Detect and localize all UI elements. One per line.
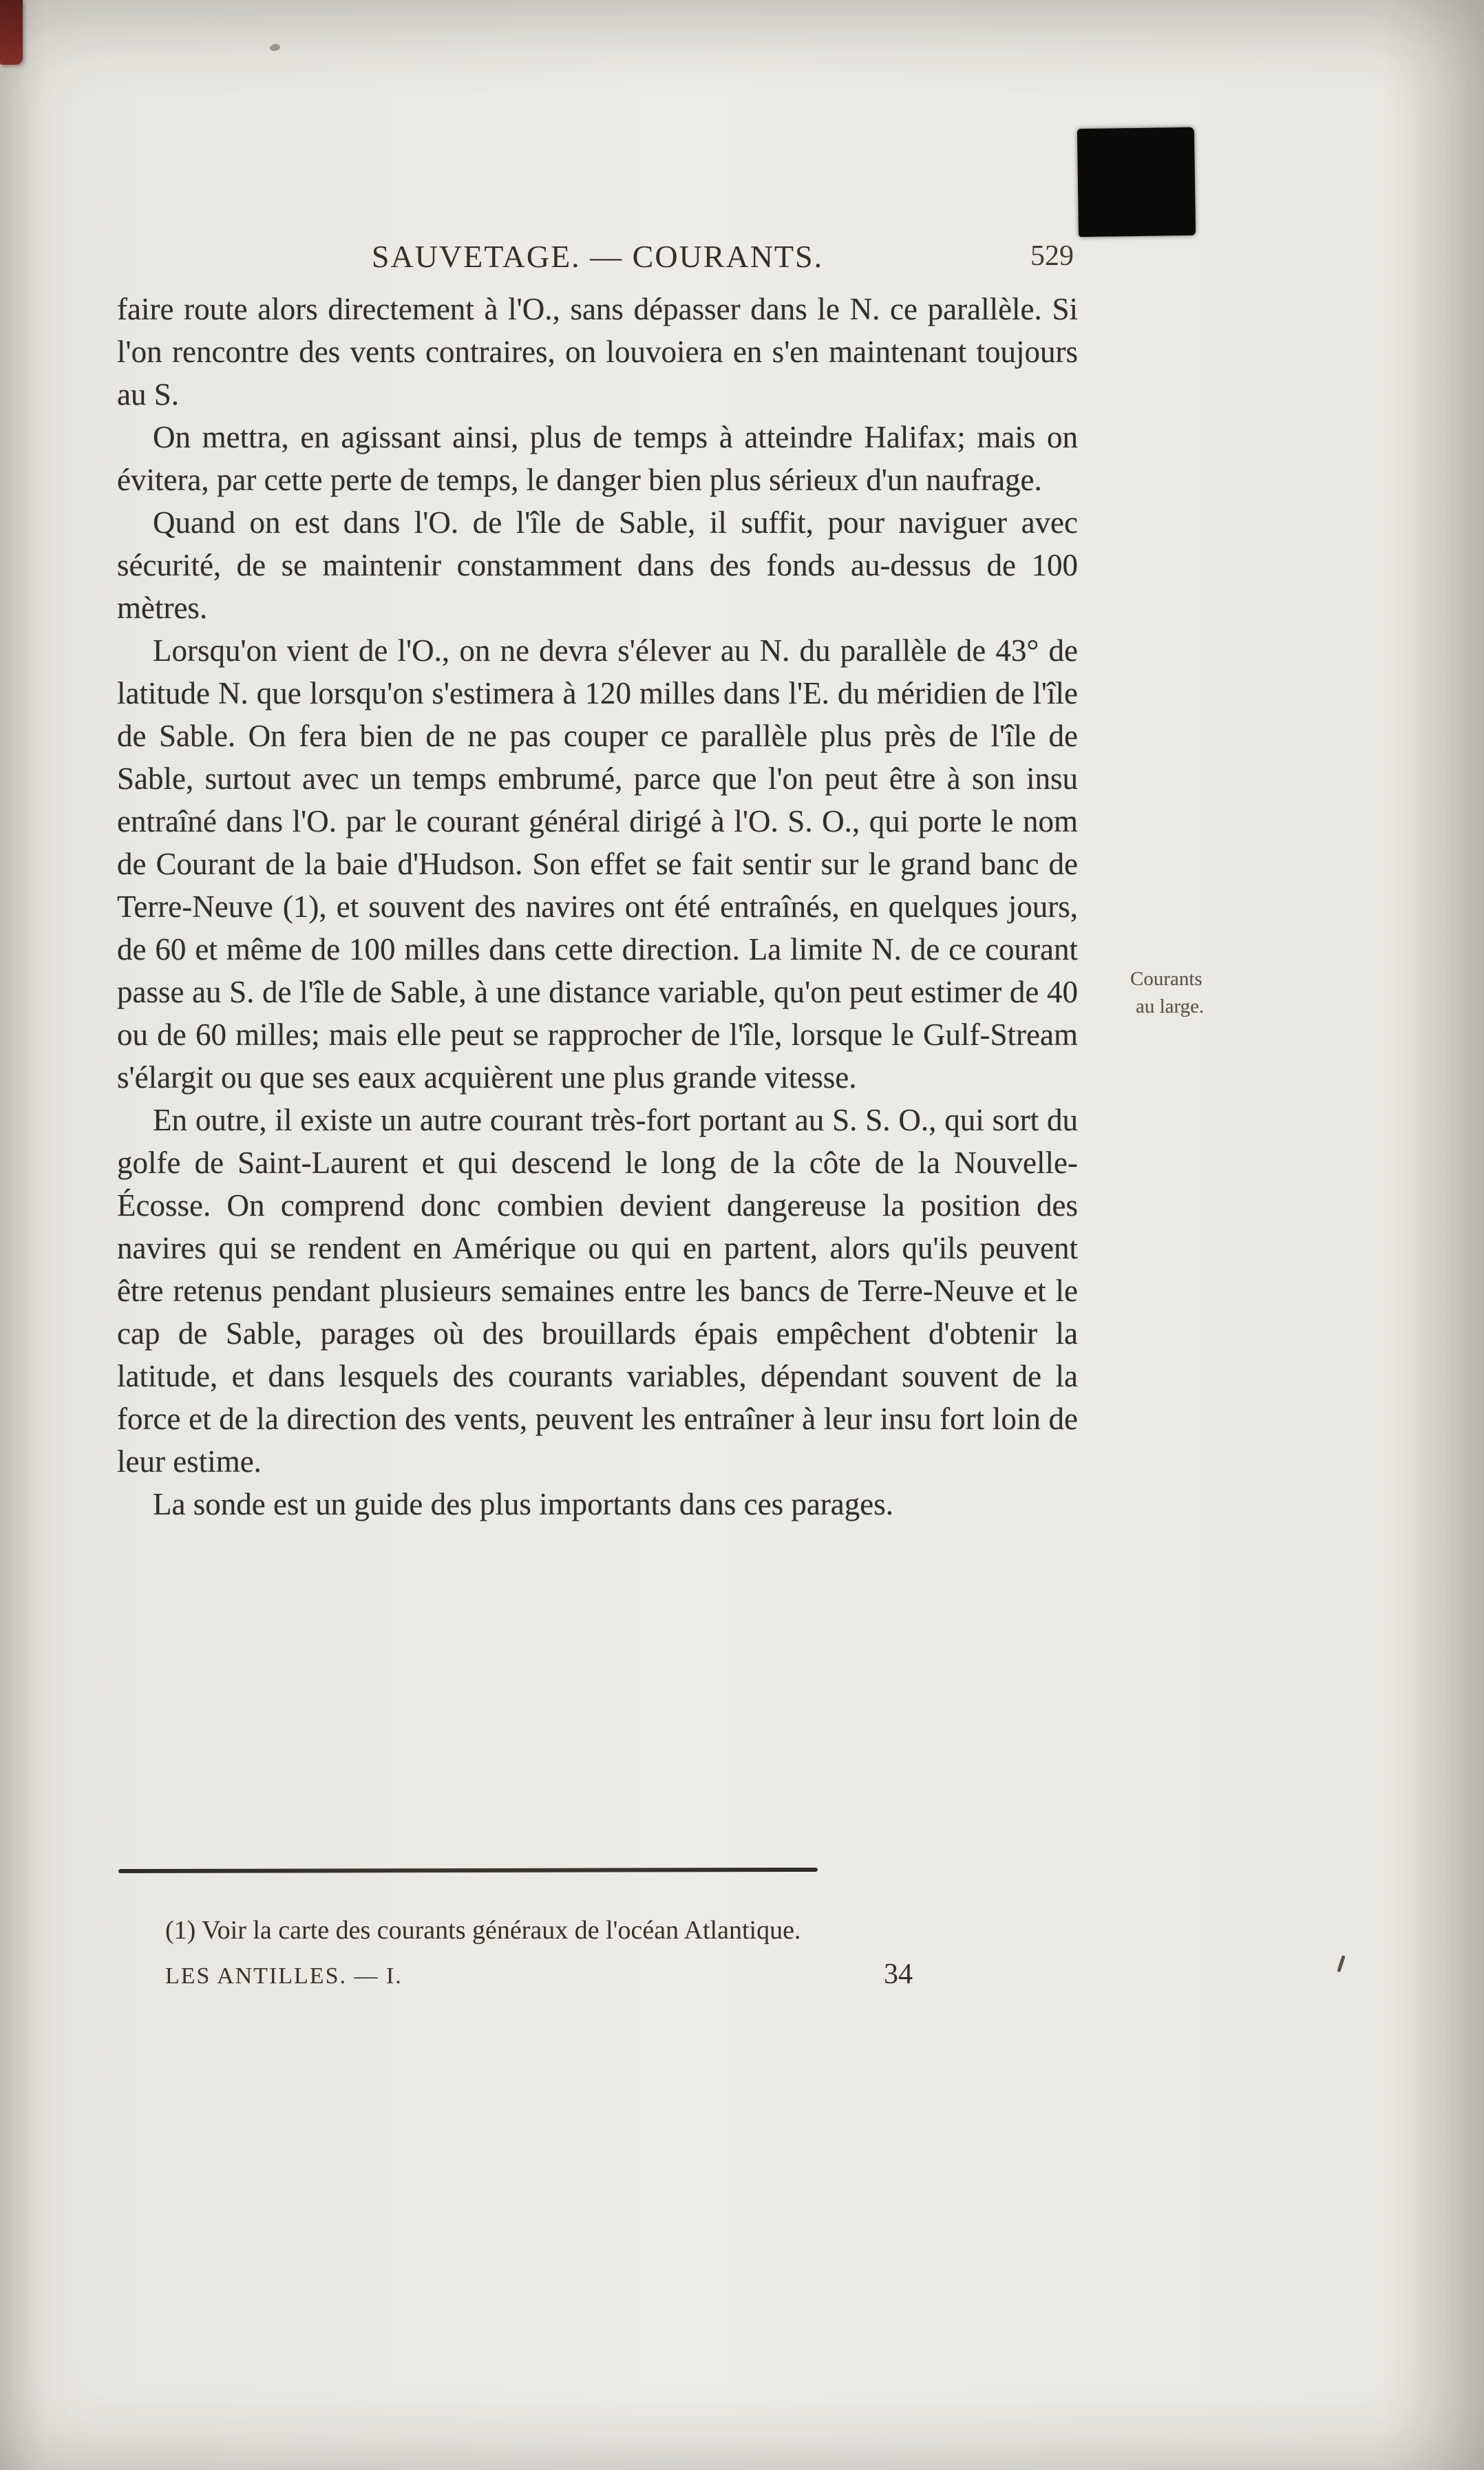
tick-mark-artifact bbox=[1337, 1955, 1345, 1972]
footnote-separator-rule bbox=[118, 1868, 818, 1873]
paragraph: On mettra, en agissant ainsi, plus de temps à atteindre Halifax; mais on évitera, par cette perte de temps, le danger bien plus sérieux d'un naufrage. bbox=[117, 420, 1078, 497]
running-header-title: SAUVETAGE. — COURANTS. bbox=[371, 239, 824, 274]
red-binding-mark-artifact bbox=[0, 0, 23, 65]
paragraph: faire route alors directement à l'O., sans dépasser dans le N. ce parallèle. Si l'on rencontre des vents contraires, on louvoiera en s'en maintenant toujours au S. bbox=[117, 292, 1078, 412]
black-ink-blot-artifact bbox=[1077, 127, 1196, 237]
page-number: 529 bbox=[1030, 240, 1074, 272]
paragraph: Lorsqu'on vient de l'O., on ne devra s'élever au N. du parallèle de 43° de latitude N. que lorsqu'on s'estimera à 120 milles dans l'E. du méridien de l'île de Sable. On fera bien de ne pas couper ce parallèle plus près de l'île de Sable, surtout avec un temps embrumé, parce que l'on peut être à son insu entraîné dans l'O. par le courant général dirigé à l'O. S. O., qui porte le nom de Courant de la baie d'Hudson. Son effet se fait sentir sur le grand banc de Terre-Neuve (1), et souvent des navires ont été entraînés, en quelques jours, de 60 et même de 100 milles dans cette direction. La limite N. de ce courant passe au S. de l'île de Sable, à une distance variable, qu'on peut estimer de 40 ou de 60 milles; mais elle peut se rapprocher de l'île, lorsque le Gulf-Stream s'élargit ou que ses eaux acquièrent une plus grande vitesse. bbox=[117, 633, 1078, 1095]
footer-series-title: LES ANTILLES. — I. bbox=[165, 1963, 403, 1989]
paragraph: La sonde est un guide des plus importants dans ces parages. bbox=[153, 1487, 894, 1521]
paragraph: Quand on est dans l'O. de l'île de Sable, il suffit, pour naviguer avec sécurité, de se maintenir constamment dans des fonds au-dessus de 100 mètres. bbox=[117, 505, 1078, 625]
body-text-column bbox=[117, 288, 1078, 1526]
paper-speck-artifact bbox=[269, 43, 281, 52]
margin-note bbox=[1130, 965, 1289, 1020]
margin-note-line: au large. bbox=[1136, 995, 1205, 1017]
margin-note-line: Courants bbox=[1130, 968, 1202, 990]
footnote: (1) Voir la carte des courants généraux de l'océan Atlantique. bbox=[165, 1916, 801, 1945]
running-header bbox=[117, 238, 1078, 279]
paragraph: En outre, il existe un autre courant très-fort portant au S. S. O., qui sort du golfe de Saint-Laurent et qui descend le long de la côte de la Nouvelle-Écosse. On comprend donc combien devient dangereuse la position des navires qui se rendent en Amérique ou qui en partent, alors qu'ils peuvent être retenus pendant plusieurs semaines entre les bancs de Terre-Neuve et le cap de Sable, parages où des brouillards épais empêchent d'obtenir la latitude, et dans lesquels des courants variables, dépendant souvent de la force et de la direction des vents, peuvent les entraîner à leur insu fort loin de leur estime. bbox=[117, 1103, 1078, 1479]
footer-sheet-number: 34 bbox=[884, 1959, 913, 1990]
